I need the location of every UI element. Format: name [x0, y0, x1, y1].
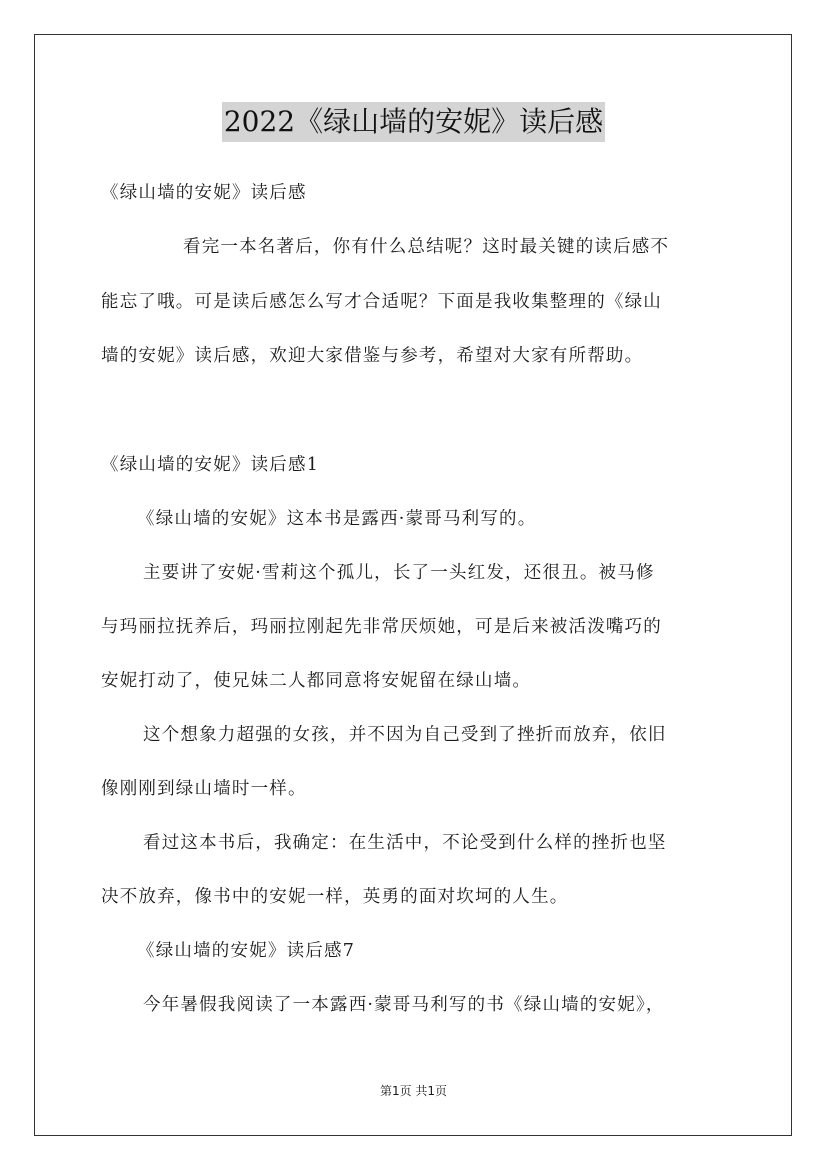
paragraph-line: 能忘了哦。可是读后感怎么写才合适呢？下面是我收集整理的《绿山 [101, 292, 662, 312]
paragraph-line: 这个想象力超强的女孩，并不因为自己受到了挫折而放弃，依旧 [143, 725, 667, 745]
document-title: 2022《绿山墙的安妮》读后感 [222, 102, 605, 142]
page-footer: 第1页 共1页 [379, 1084, 448, 1098]
paragraph-line: 安妮打动了，使兄妹二人都同意将安妮留在绿山墙。 [101, 671, 532, 691]
title-container [0, 102, 827, 142]
paragraph-line: 今年暑假我阅读了一本露西·蒙哥马利写的书《绿山墙的安妮》， [143, 995, 665, 1015]
section-heading: 《绿山墙的安妮》读后感1 [101, 455, 320, 475]
paragraph-line: 决不放弃，像书中的安妮一样，英勇的面对坎坷的人生。 [101, 887, 569, 907]
paragraph-line: 墙的安妮》读后感，欢迎大家借鉴与参考，希望对大家有所帮助。 [101, 346, 644, 366]
paragraph-line: 与玛丽拉抚养后，玛丽拉刚起先非常厌烦她，可是后来被活泼嘴巧的 [101, 617, 662, 637]
paragraph-line: 看完一本名著后，你有什么总结呢？这时最关键的读后感不 [183, 237, 670, 257]
paragraph-line: 主要讲了安妮·雪莉这个孤儿，长了一头红发，还很丑。被马修 [143, 563, 655, 583]
subtitle-line: 《绿山墙的安妮》读后感 [101, 183, 307, 203]
section-heading: 《绿山墙的安妮》读后感7 [137, 941, 356, 961]
paragraph-line: 像刚刚到绿山墙时一样。 [101, 779, 307, 799]
paragraph-line: 看过这本书后，我确定：在生活中，不论受到什么样的挫折也坚 [143, 833, 667, 853]
paragraph-line: 《绿山墙的安妮》这本书是露西·蒙哥马利写的。 [137, 509, 537, 529]
